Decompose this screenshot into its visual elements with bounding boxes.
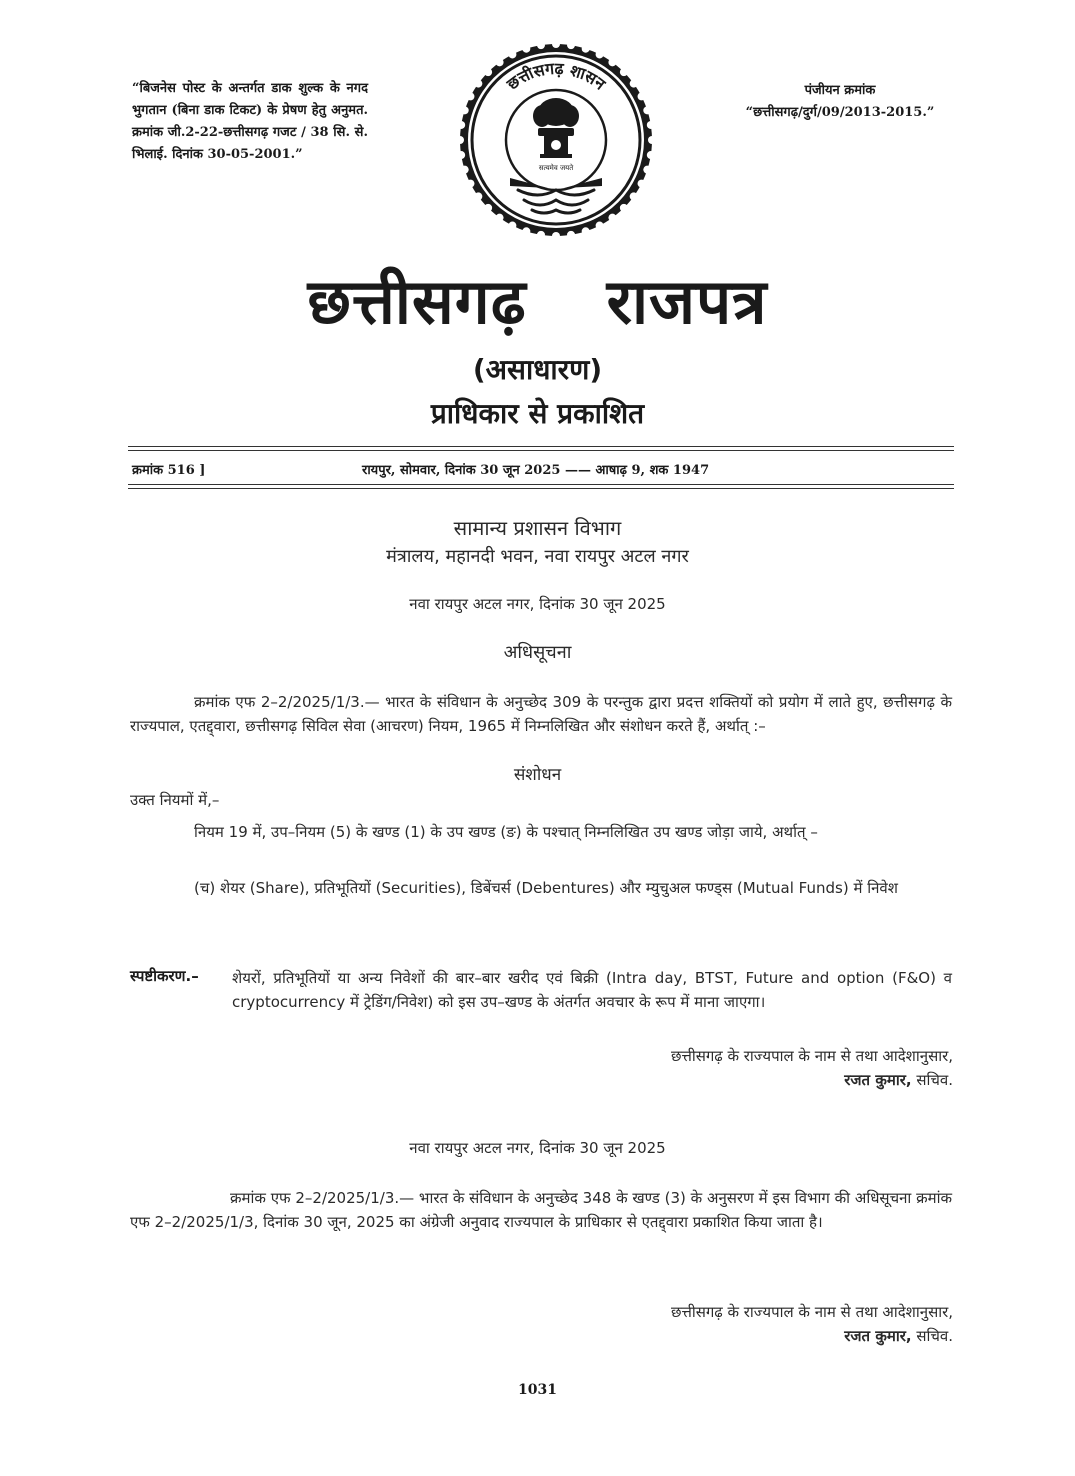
notification-1-heading: अधिसूचना [503,642,572,663]
seal-scallop [582,227,590,235]
seal-scallop [596,50,604,58]
registration-label: पंजीयन क्रमांक [804,83,876,98]
department-name: सामान्य प्रशासन विभाग [453,516,622,540]
state-emblem-seal [448,40,664,240]
in-rules-text: उक्त नियमों में,– [130,791,220,809]
seal-scallop [608,214,616,222]
gazette-title [0,258,1075,342]
notification-1-sign-line: छत्तीसगढ़ के राज्यपाल के नाम से तथा आदेशानुसार, [670,1047,953,1065]
seal-scallop [537,231,545,239]
page-number: 1031 [518,1382,557,1398]
seal-scallop [643,166,651,174]
seal-scallop [608,58,616,66]
seal-scallop [457,151,465,159]
gazette-subtitle: (असाधारण) [472,353,603,386]
emblem-icon [448,40,664,240]
seal-motto: सत्यमेव जयते [538,164,574,172]
postal-note: “बिजनेस पोस्ट के अन्तर्गत डाक शुल्क के नगद भुगतान (बिना डाक टिकट) के प्रेषण हेतु अनुमत. क्रमांक जी.2-22-छत्तीसगढ़ गजट / 38 सि. से. भिलाई. दिनांक 30-05-2001.” [132,81,368,162]
seal-scallop [552,40,560,48]
title-word-2: राजपत्र [606,265,768,338]
seal-scallop [508,50,516,58]
seal-scallop [567,231,575,239]
seal-scallop [457,121,465,129]
seal-scallop [596,222,604,230]
seal-scallop [638,180,646,188]
divider-bottom-1 [128,484,954,485]
explanation-label: स्पष्टीकरण.– [130,967,199,985]
seal-scallop [630,192,638,200]
signatory-title: सचिव. [916,1071,953,1089]
notification-2-body: क्रमांक एफ 2–2/2025/1/3.— भारत के संविधान के अनुच्छेद 348 के खण्ड (3) के अनुसरण में इस विभाग की अधिसूचना क्रमांक एफ 2–2/2025/1/3, दिनांक 30 जून, 2025 का अंग्रेजी अनुवाद राज्यपाल के प्राधिकार से एतद्द्वारा प्रकाशित किया जाता है। [130,1189,952,1231]
seal-scallop [484,68,492,76]
signatory-name: रजत कुमार, [844,1071,912,1089]
notification-1-place-date: नवा रायपुर अटल नगर, दिनांक 30 जून 2025 [409,595,666,613]
registration-number: “छत्तीसगढ़/दुर्ग/09/2013-2015.” [745,105,935,120]
seal-scallop [537,41,545,49]
seal-scallop [522,45,530,53]
seal-scallop [620,68,628,76]
signatory-name: रजत कुमार, [844,1327,912,1345]
seal-scallop [496,58,504,66]
title-word-1: छत्तीसगढ़ [307,265,527,338]
seal-scallop [638,92,646,100]
divider-bottom-2 [128,488,954,489]
seal-scallop [522,227,530,235]
notification-2-sign-line: छत्तीसगढ़ के राज्यपाल के नाम से तथा आदेशानुसार, [670,1303,953,1321]
notification-2-signatory [844,1324,953,1348]
rule-text: नियम 19 में, उप–नियम (5) के खण्ड (1) के उप खण्ड (ङ) के पश्चात् निम्नलिखित उप खण्ड जोड़ा जाये, अर्थात् – [194,823,818,841]
seal-scallop [567,41,575,49]
notification-1-intro: क्रमांक एफ 2–2/2025/1/3.— भारत के संविधान के अनुच्छेद 309 के परन्तुक द्वारा प्रदत्त शक्तियों को प्रयोग में लाते हुए, छत्तीसगढ़ के राज्यपाल, एतद्द्वारा, छत्तीसगढ़ सिविल सेवा (आचरण) नियम, 1965 में निम्नलिखित और संशोधन करते हैं, अर्थात् :– [130,693,952,735]
seal-scallop [648,136,656,144]
seal-top-text: छत्तीसगढ़ शासन [503,58,610,94]
explanation-text: शेयरों, प्रतिभूतियों या अन्य निवेशों की बार–बार खरीद एवं बिक्री (Intra day, BTST, Future and option (F&O) व cryptocurrency में ट्रेडिंग/निवेश) को इस उप–खण्ड के अंतर्गत अवचार के रूप में माना जाएगा। [232,969,952,1011]
notification-2-place-date: नवा रायपुर अटल नगर, दिनांक 30 जून 2025 [409,1139,666,1157]
divider-top-1 [128,446,954,447]
department-address: मंत्रालय, महानदी भवन, नवा रायपुर अटल नगर [386,546,689,567]
signatory-title: सचिव. [916,1327,953,1345]
gazette-authority: प्राधिकार से प्रकाशित [430,397,645,430]
seal-scallop [508,222,516,230]
clause-text: (च) शेयर (Share), प्रतिभूतियों (Securities), डिबेंचर्स (Debentures) और म्युचुअल फण्ड्स (Mutual Funds) में निवेश [194,879,898,897]
seal-scallop [466,92,474,100]
seal-scallop [630,80,638,88]
seal-scallop [647,121,655,129]
seal-scallop [620,204,628,212]
registration-block [720,80,960,124]
seal-scallop [474,80,482,88]
seal-scallop [466,180,474,188]
amendment-heading: संशोधन [513,765,562,785]
issue-place-date: रायपुर, सोमवार, दिनांक 30 जून 2025 —— आषाढ़ 9, शक 1947 [362,463,710,478]
seal-scallop [484,204,492,212]
seal-scallop [474,192,482,200]
seal-scallop [647,151,655,159]
seal-scallop [456,136,464,144]
seal-scallop [582,45,590,53]
seal-scallop [643,106,651,114]
seal-scallop [496,214,504,222]
issue-number: क्रमांक 516 ] [132,463,206,478]
seal-scallop [461,106,469,114]
divider-top-2 [128,450,954,451]
seal-scallop [461,166,469,174]
seal-scallop [552,232,560,240]
notification-1-signatory [844,1068,953,1092]
